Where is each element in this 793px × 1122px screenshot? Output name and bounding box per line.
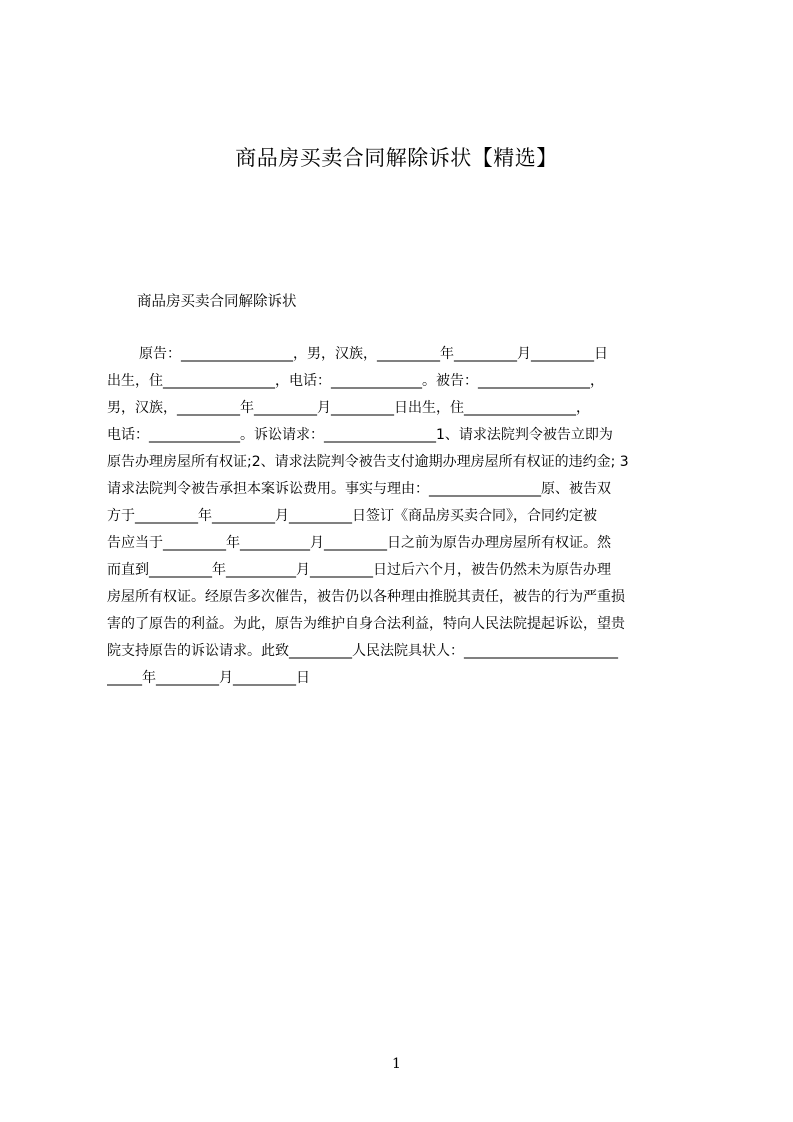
- body-line: 男，汉族，_________年_________月_________日出生，住________________，: [107, 400, 590, 416]
- body-line: 告应当于_________年__________月_________日之前为原告办理房屋所有权证。然: [107, 535, 611, 551]
- body-line: 院支持原告的诉讼请求。此致_________人民法院具状人：______________________: [107, 643, 618, 659]
- body-line: 出生，住________________，电话：_____________。被告：________________，: [107, 373, 604, 389]
- document-title: 商品房买卖合同解除诉状【精选】: [235, 146, 558, 170]
- page-number: 1: [392, 1056, 401, 1072]
- body-line: 电话：_____________。诉讼请求：________________1、请求法院判令被告立即为: [107, 427, 613, 443]
- body-line: 害的了原告的利益。为此，原告为维护自身合法利益，特向人民法院提起诉讼，望贵: [107, 616, 625, 632]
- body-line: 而直到_________年__________月_________日过后六个月，被告仍然未为原告办理: [107, 562, 611, 578]
- document-subtitle: 商品房买卖合同解除诉状: [137, 294, 297, 310]
- body-line: _____年_________月_________日: [107, 670, 310, 686]
- body-line: 房屋所有权证。经原告多次催告，被告仍以各种理由推脱其责任，被告的行为严重损: [107, 589, 625, 605]
- body-line: 原告办理房屋所有权证;2、请求法院判令被告支付逾期办理房屋所有权证的违约金; 3: [107, 454, 629, 470]
- body-line: 方于_________年_________月_________日签订《商品房买卖合同》，合同约定被: [107, 508, 597, 524]
- body-line: 原告：________________，男，汉族，_________年_________月_________日: [139, 346, 608, 362]
- document-body: [107, 341, 697, 692]
- body-line: 请求法院判令被告承担本案诉讼费用。事实与理由：________________原、被告双: [107, 481, 611, 497]
